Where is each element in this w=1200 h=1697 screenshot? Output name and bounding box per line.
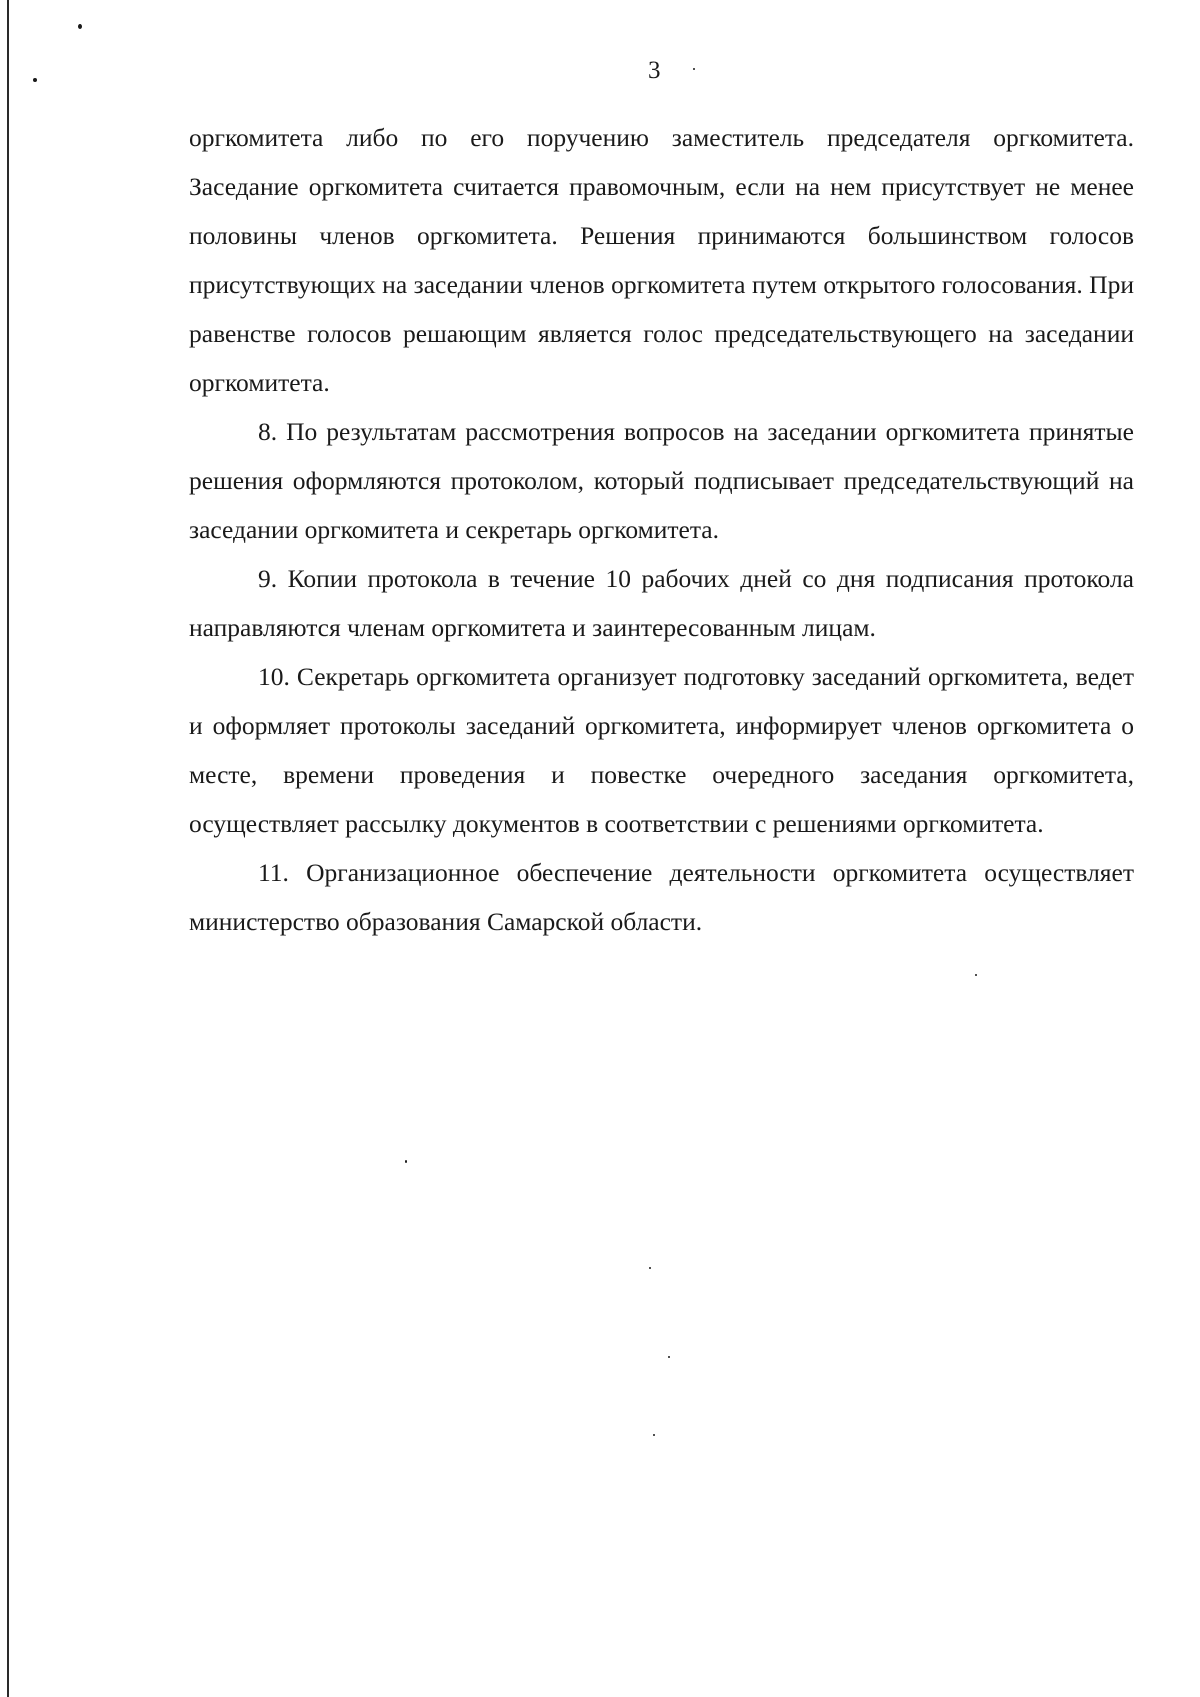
scan-speck [33,78,37,82]
page-number: 3 [648,57,661,84]
paragraph-item-9: 9. Копии протокола в течение 10 рабочих дней со дня подписания протокола направляются членам оргкомитета и заинтересованным лицам. [189,564,1134,642]
paragraph-item-11: 11. Организационное обеспечение деятельности оргкомитета осуществляет министерство образования Самарской области. [189,858,1134,936]
paragraph-item-10: 10. Секретарь оргкомитета организует подготовку заседаний оргкомитета, ведет и оформляет протоколы заседаний оргкомитета, информирует членов оргкомитета о месте, времени проведения и повестке очередного заседания оргкомитета, осуществляет рассылку документов в соответствии с решениями оргкомитета. [189,662,1134,838]
scan-speck [649,1267,651,1269]
scan-speck [693,68,695,70]
paragraph-item-8: 8. По результатам рассмотрения вопросов на заседании оргкомитета принятые решения оформляются протоколом, который подписывает председательствующий на заседании оргкомитета и секретарь оргкомитета. [189,417,1134,544]
scan-speck [405,1160,407,1163]
scan-speck [668,1356,670,1358]
scan-speck [653,1434,655,1436]
scan-edge-line [7,0,9,1697]
document-body [189,113,1134,946]
scan-speck [975,974,977,976]
paragraph-continuation: оргкомитета либо по его поручению заместитель председателя оргкомитета. Заседание оргкомитета считается правомочным, если на нем присутствует не менее половины членов оргкомитета. Решения принимаются большинством голосов присутствующих на заседании членов оргкомитета путем открытого голосования. При равенстве голосов решающим является голос председательствующего на заседании оргкомитета. [189,123,1134,397]
scan-speck [78,24,82,29]
